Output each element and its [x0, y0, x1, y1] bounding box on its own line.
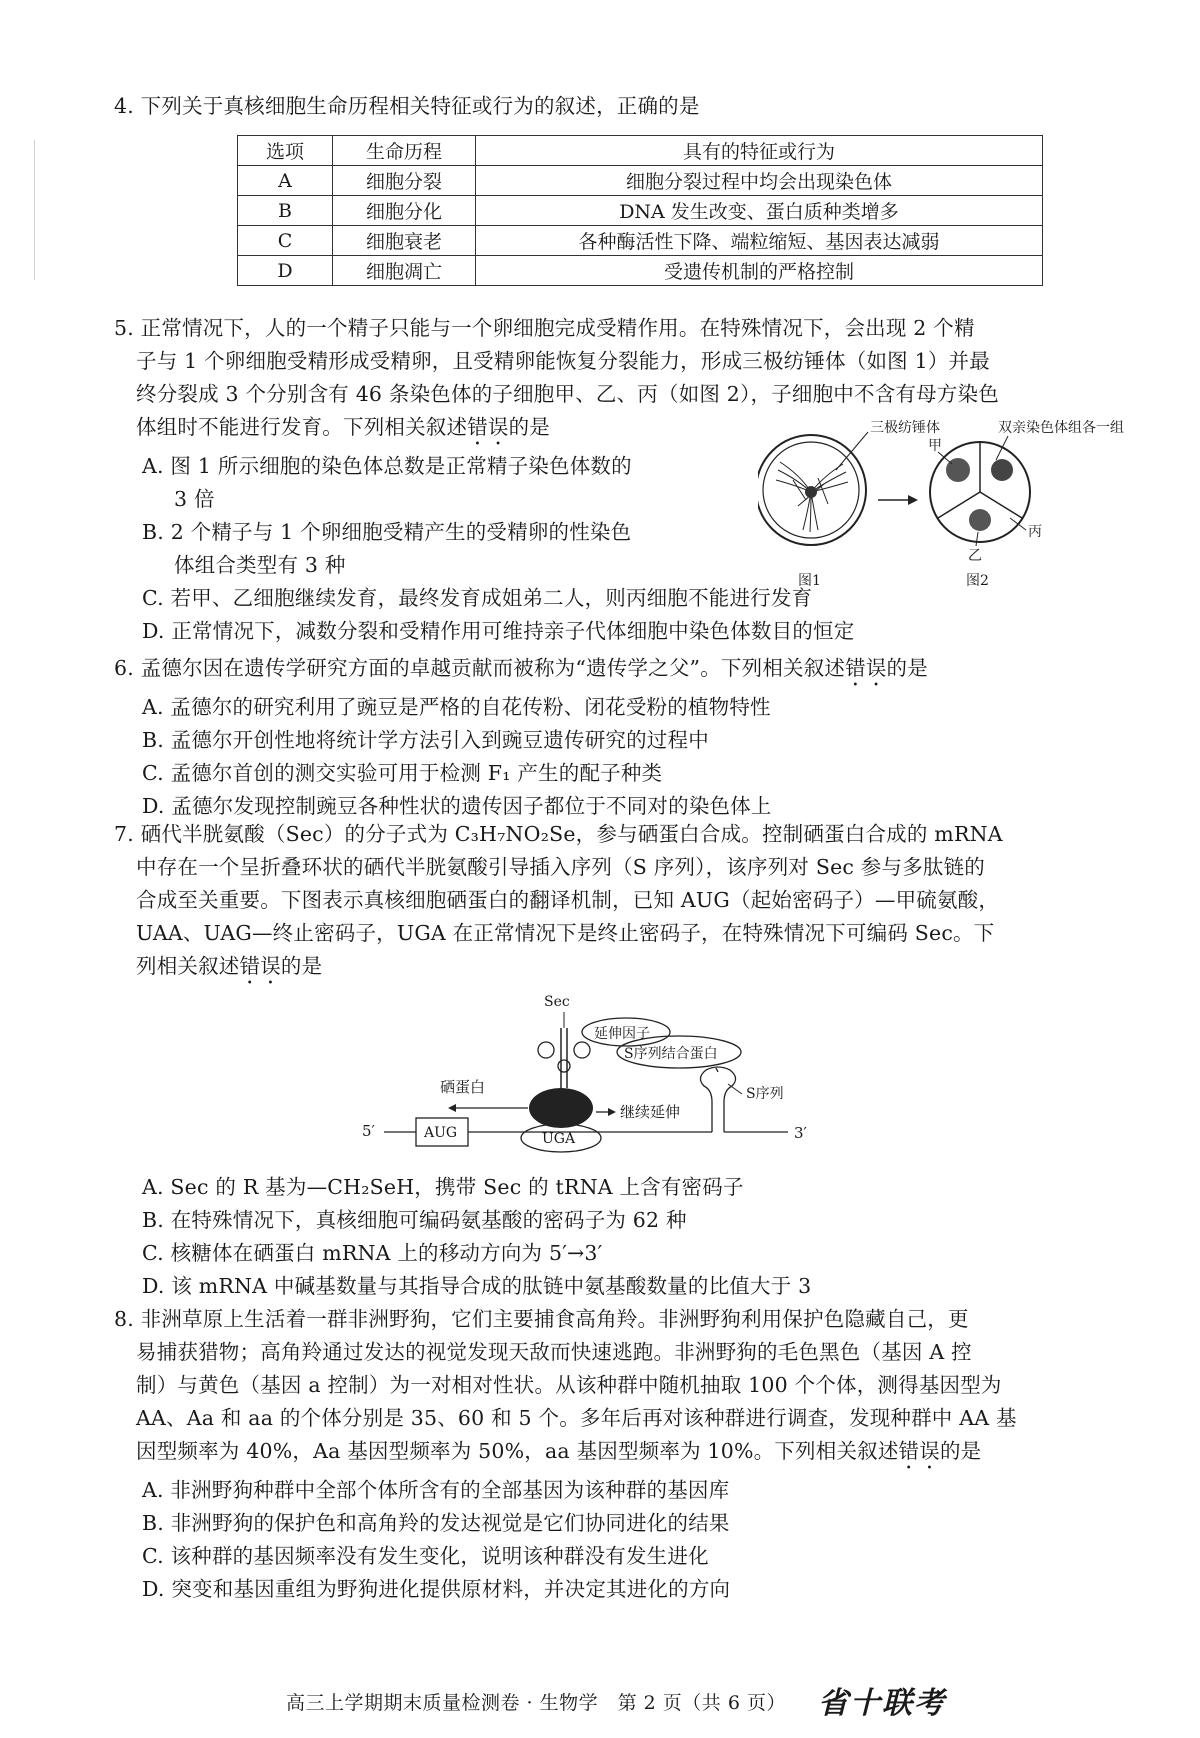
trna-loop	[558, 1060, 570, 1072]
question-8	[114, 1303, 1146, 1606]
question-6-stem	[114, 652, 1146, 691]
label-parental-sets: 双亲染色体组各一组	[998, 420, 1124, 436]
stem-text: 的是	[886, 656, 928, 680]
option-b-cont: 体组合类型有 3 种	[174, 553, 346, 577]
question-5-stem-line: 5. 正常情况下，人的一个精子只能与一个卵细胞完成受精作用。在特殊情况下，会出现 2 个精	[114, 316, 975, 340]
question-7	[114, 818, 1146, 989]
table-cell: DNA 发生改变、蛋白质种类增多	[476, 196, 1043, 226]
stem-text: 6. 孟德尔因在遗传学研究方面的卓越贡献而被称为“遗传学之父”。下列相关叙述	[114, 656, 846, 680]
label-bing: 丙	[1028, 524, 1042, 540]
question-7-stem-line: UAA、UAG—终止密码子，UGA 在正常情况下是终止密码子，在特殊情况下可编码 Sec。下	[136, 921, 995, 945]
option-d: D. 孟德尔发现控制豌豆各种性状的遗传因子都位于不同对的染色体上	[142, 794, 772, 818]
table-row	[238, 196, 1043, 226]
question-7-stem-line: 中存在一个呈折叠环状的硒代半胱氨酸引导插入序列（S 序列），该序列对 Sec 参与多肽链的	[136, 855, 985, 879]
table-header-cell: 具有的特征或行为	[476, 136, 1043, 166]
label-sec: Sec	[544, 994, 570, 1010]
table-header-row	[238, 136, 1043, 166]
label-pointer	[996, 436, 1008, 460]
option-c: C. 该种群的基因频率没有发生变化，说明该种群没有发生进化	[142, 1544, 709, 1568]
table-cell: C	[238, 226, 333, 256]
page-footer: 高三上学期期末质量检测卷 · 生物学 第 2 页（共 6 页）	[286, 1692, 786, 1714]
question-7-stem-line: 7. 硒代半胱氨酸（Sec）的分子式为 C₃H₇NO₂Se，参与硒蛋白合成。控制硒蛋白合成的 mRNA	[114, 822, 1003, 846]
option-d: D. 突变和基因重组为野狗进化提供原材料，并决定其进化的方向	[142, 1577, 731, 1601]
question-5-stem-line: 终分裂成 3 个分别含有 46 条染色体的子细胞甲、乙、丙（如图 2），子细胞中不含有母方染色	[136, 382, 999, 406]
cell-yi-nucleus	[969, 509, 991, 531]
stem-text: 因型频率为 40%，Aa 基因型频率为 50%，aa 基因型频率为 10%。下列相关叙述	[136, 1439, 899, 1463]
table-cell: 细胞分裂	[333, 166, 476, 196]
table-cell: D	[238, 256, 333, 286]
label-spindle: 三极纺锤体	[870, 420, 940, 436]
emphasis-word: 错误	[845, 656, 887, 680]
option-b: B. 2 个精子与 1 个卵细胞受精产生的受精卵的性染色	[142, 520, 632, 544]
table-cell: B	[238, 196, 333, 226]
table-row	[238, 226, 1043, 256]
question-8-stem-line: AA、Aa 和 aa 的个体分别是 35、60 和 5 个。多年后再对该种群进行调查，发现种群中 AA 基	[136, 1406, 1017, 1430]
question-7-stem-line	[136, 950, 1146, 989]
table-cell: 细胞衰老	[333, 226, 476, 256]
question-7-stem-line: 合成至关重要。下图表示真核细胞硒蛋白的翻译机制，已知 AUG（起始密码子）—甲硫氨酸，	[136, 888, 1000, 912]
option-d: D. 该 mRNA 中碱基数量与其指导合成的肽链中氨基酸数量的比值大于 3	[142, 1274, 812, 1298]
table-cell: 细胞分裂过程中均会出现染色体	[476, 166, 1043, 196]
label-5-prime: 5′	[362, 1122, 375, 1140]
table-cell: 受遗传机制的严格控制	[476, 256, 1043, 286]
trna-loop	[538, 1042, 554, 1058]
label-uga: UGA	[542, 1131, 576, 1147]
label-continue-elongation: 继续延伸	[620, 1103, 681, 1121]
label-pointer	[1010, 518, 1026, 530]
emphasis-word: 错误	[239, 954, 281, 978]
label-selenoprotein: 硒蛋白	[440, 1078, 486, 1096]
option-b: B. 非洲野狗的保护色和高角羚的发达视觉是它们协同进化的结果	[142, 1511, 730, 1535]
table-cell: A	[238, 166, 333, 196]
label-s-sequence: S序列	[746, 1086, 784, 1102]
option-a: A. 图 1 所示细胞的染色体总数是正常精子染色体数的	[142, 454, 632, 478]
table-cell: 各种酶活性下降、端粒缩短、基因表达减弱	[476, 226, 1043, 256]
question-7-options	[136, 1171, 1146, 1303]
option-a: A. Sec 的 R 基为—CH₂SeH，携带 Sec 的 tRNA 上含有密码子	[142, 1175, 744, 1199]
option-b: B. 在特殊情况下，真核细胞可编码氨基酸的密码子为 62 种	[142, 1208, 687, 1232]
s-sequence-loop	[700, 1067, 735, 1132]
table-header-cell: 生命历程	[333, 136, 476, 166]
label-elongation-factor: 延伸因子	[594, 1026, 650, 1042]
label-s-binding-protein: S序列结合蛋白	[624, 1046, 718, 1062]
stem-text: 体组时不能进行发育。下列相关叙述	[136, 415, 468, 439]
stem-text: 的是	[508, 415, 551, 439]
chromosome-cluster	[805, 486, 817, 498]
table-row	[238, 166, 1043, 196]
stem-text: 列相关叙述	[136, 954, 240, 978]
ribosome-large-subunit	[529, 1088, 593, 1128]
figure-5-cells	[758, 420, 1148, 590]
trna-loop	[574, 1042, 590, 1058]
question-8-stem-line	[136, 1435, 1146, 1474]
table-header-cell: 选项	[238, 136, 333, 166]
emphasis-word: 错误	[467, 415, 509, 439]
caption-figure-1: 图1	[798, 573, 821, 589]
label-pointer	[728, 1084, 742, 1094]
stem-text: 的是	[280, 954, 323, 978]
question-4-table	[237, 135, 1043, 286]
label-pointer	[976, 532, 978, 546]
cell-bing-nucleus	[991, 459, 1013, 481]
arrow-head	[908, 495, 918, 505]
option-a-cont: 3 倍	[174, 487, 215, 511]
figure-7-translation	[356, 990, 916, 1170]
binding-connector	[716, 1068, 718, 1072]
question-8-stem-line: 制）与黄色（基因 a 控制）为一对相对性状。从该种群中随机抽取 100 个个体，测得基因型为	[136, 1373, 1002, 1397]
option-c: C. 孟德尔首创的测交实验可用于检测 F₁ 产生的配子种类	[142, 761, 663, 785]
arrow-head	[448, 1104, 456, 1112]
option-b: B. 孟德尔开创性地将统计学方法引入到豌豆遗传研究的过程中	[142, 728, 709, 752]
option-c: C. 核糖体在硒蛋白 mRNA 上的移动方向为 5′→3′	[142, 1241, 603, 1265]
table-cell: 细胞凋亡	[333, 256, 476, 286]
label-aug: AUG	[424, 1125, 458, 1141]
label-jia: 甲	[928, 438, 942, 454]
option-a: A. 非洲野狗种群中全部个体所含有的全部基因为该种群的基因库	[142, 1478, 730, 1502]
option-c: C. 若甲、乙细胞继续发育，最终发育成姐弟二人，则丙细胞不能进行发育	[142, 586, 813, 610]
emphasis-word: 错误	[898, 1439, 940, 1463]
option-a: A. 孟德尔的研究利用了豌豆是严格的自花传粉、闭花受粉的植物特性	[142, 695, 771, 719]
question-4-stem: 4. 下列关于真核细胞生命历程相关特征或行为的叙述，正确的是	[114, 94, 700, 118]
label-yi: 乙	[968, 548, 982, 564]
label-3-prime: 3′	[794, 1124, 807, 1142]
arrow-head	[608, 1108, 616, 1116]
question-5-stem-line: 子与 1 个卵细胞受精形成受精卵，且受精卵能恢复分裂能力，形成三极纺锤体（如图 1）并最	[136, 349, 990, 373]
question-8-stem-line: 8. 非洲草原上生活着一群非洲野狗，它们主要捕食高角羚。非洲野狗利用保护色隐藏自己，更	[114, 1307, 969, 1331]
stem-text: 的是	[939, 1439, 982, 1463]
table-cell: 细胞分化	[333, 196, 476, 226]
margin-line	[34, 140, 35, 280]
table-row	[238, 256, 1043, 286]
question-4	[114, 90, 1146, 123]
question-8-stem-line: 易捕获猎物；高角羚通过发达的视觉发现天敌而快速逃跑。非洲野狗的毛色黑色（基因 A 控	[136, 1340, 972, 1364]
question-6	[114, 652, 1146, 823]
caption-figure-2: 图2	[966, 573, 989, 589]
option-d: D. 正常情况下，减数分裂和受精作用可维持亲子代体细胞中染色体数目的恒定	[142, 619, 855, 643]
brand-logo: 省十联考	[818, 1686, 946, 1721]
